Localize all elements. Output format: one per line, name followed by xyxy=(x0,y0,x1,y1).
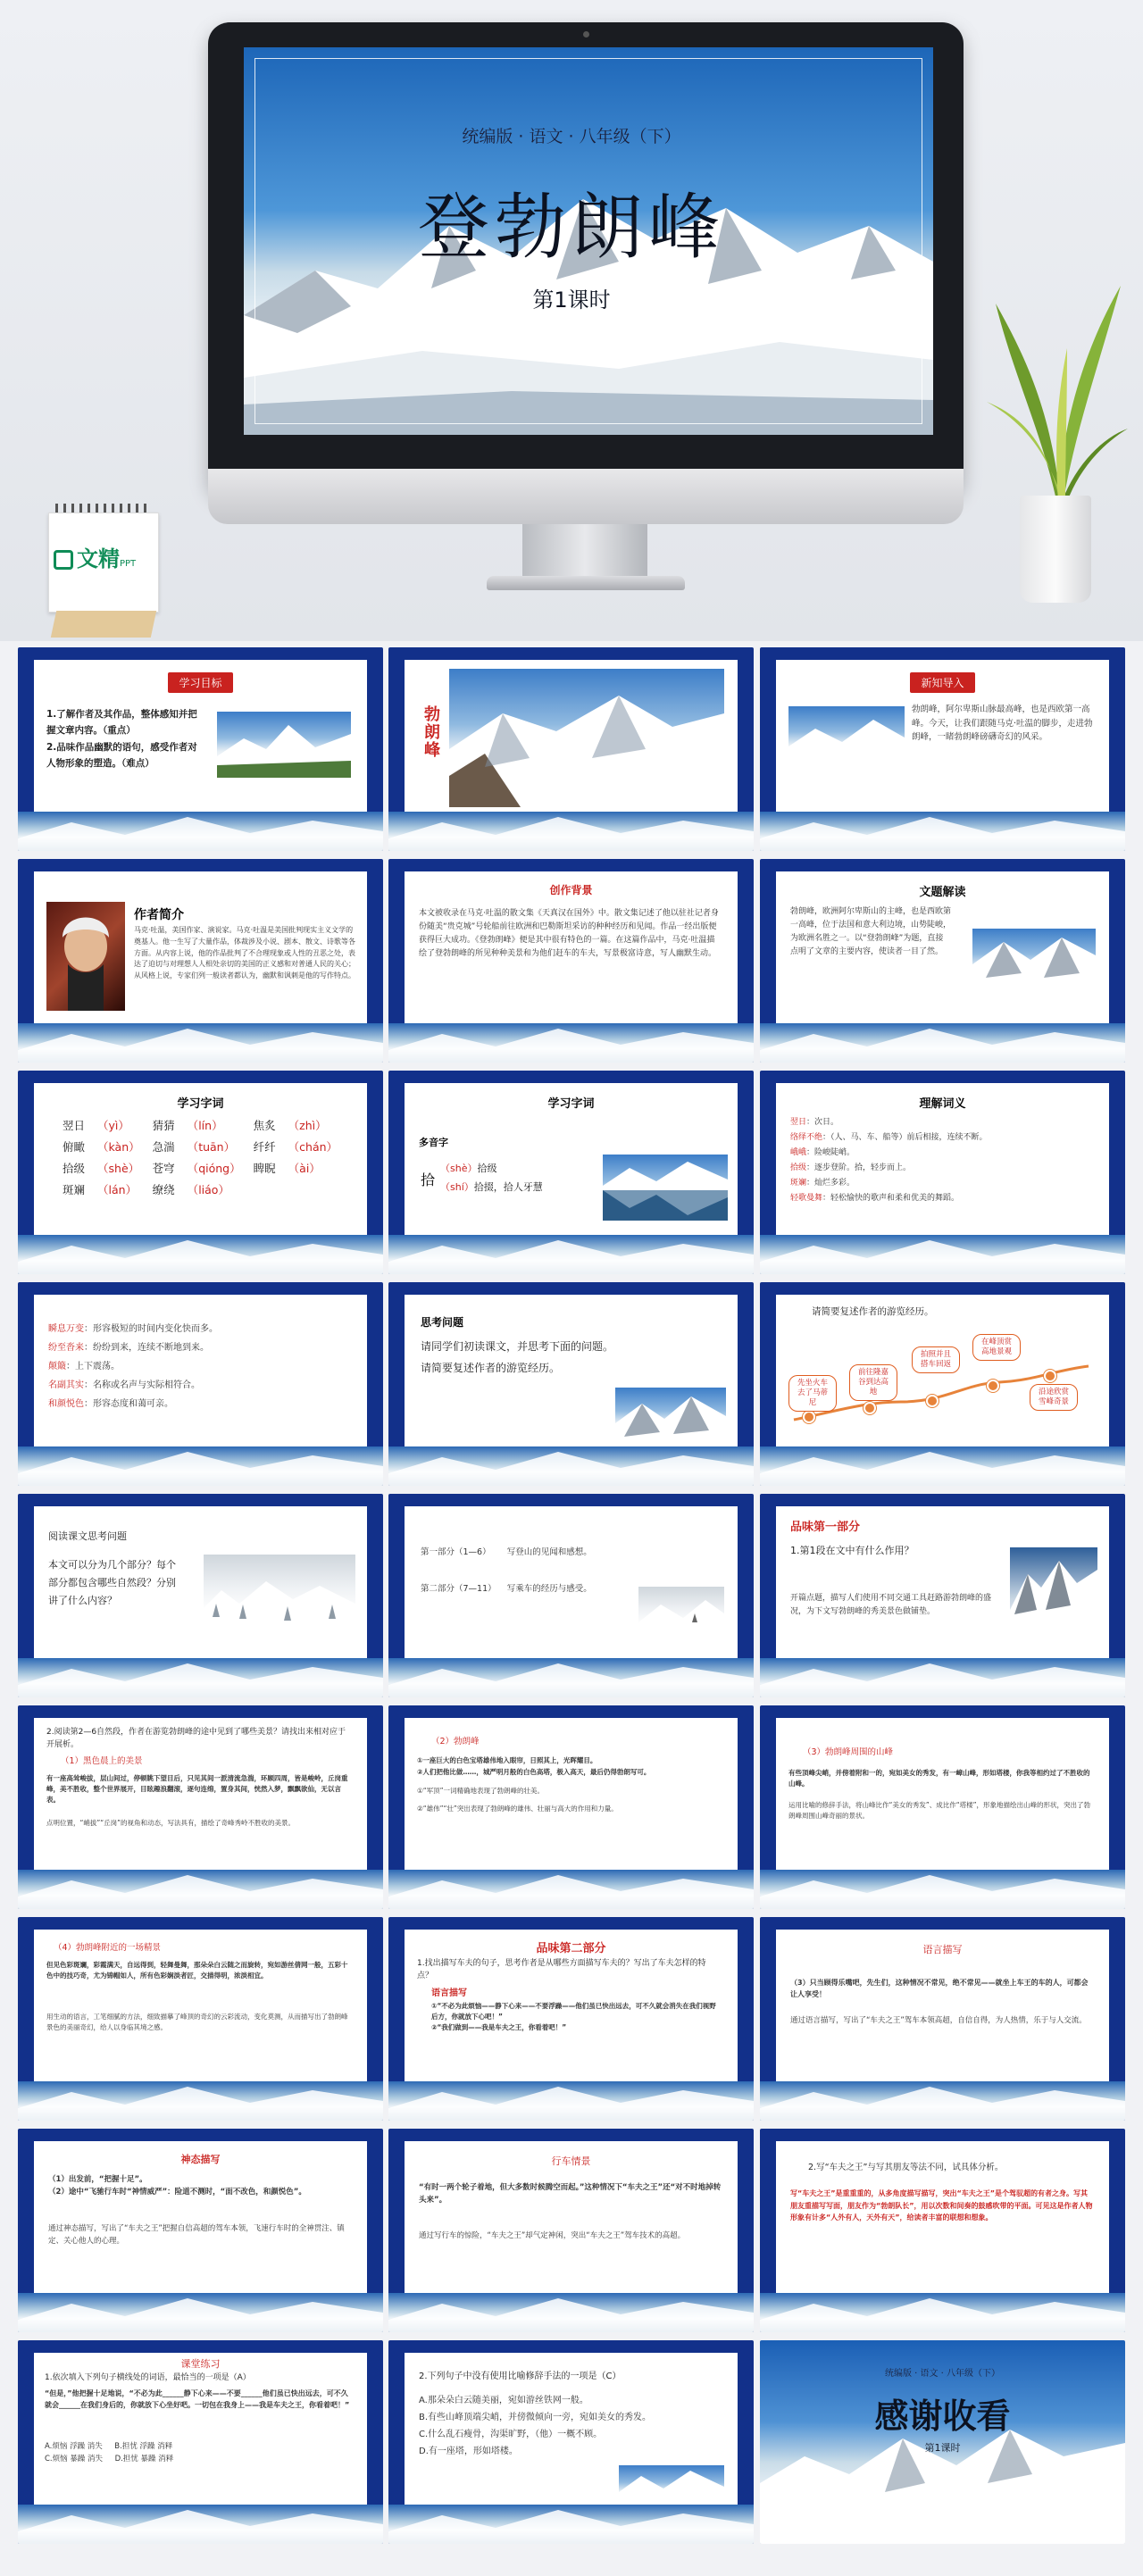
monitor-stand xyxy=(522,524,647,579)
slide-footer-strip xyxy=(388,1658,754,1697)
slide-title: 理解词义 xyxy=(919,1097,966,1111)
slide-footer-strip xyxy=(18,1023,383,1063)
question-text: 2.下列句子中没有使用比喻修辞手法的一项是（C） xyxy=(419,2372,622,2381)
mountain-image xyxy=(788,706,905,771)
slide-footer-strip xyxy=(760,1870,1125,1909)
vertical-title: 勃朗峰 xyxy=(424,705,440,760)
monitor-base xyxy=(487,576,685,590)
slide-heading: 品味第一部分 xyxy=(790,1521,861,1534)
slide-structure[interactable] xyxy=(388,1494,754,1697)
slide-footer-strip xyxy=(760,1658,1125,1697)
slide-compare[interactable] xyxy=(760,2129,1125,2332)
slide-heading: 神态描写 xyxy=(180,2154,221,2165)
slide-driving[interactable] xyxy=(388,2129,754,2332)
quote-text: “但是，”他把握十足地说，“不必为此______静下心来——不要______他们虽已快出远去，可不久就会______在我们身后的，你就放下心坐好吧。一切包在我身上——我是车夫之王，你看着吧！” xyxy=(45,2389,350,2409)
slide-title: 学习字词 xyxy=(547,1097,595,1111)
peak-image xyxy=(1010,1547,1097,1633)
part-row: 第二部分（7—11） 写乘车的经历与感受。 xyxy=(421,1584,592,1595)
route-stop xyxy=(987,1380,999,1392)
mountain-image xyxy=(217,712,351,778)
quote-line: （1）出发前，“把握十足”。 xyxy=(48,2175,147,2184)
slide-thanks[interactable] xyxy=(760,2340,1125,2544)
slide-heading: 课堂练习 xyxy=(180,2358,221,2370)
brand-icon xyxy=(54,550,73,570)
slide-learning-goals[interactable] xyxy=(18,647,383,851)
sub-heading: （1）黑色晨上的美景 xyxy=(61,1756,143,1766)
route-stop xyxy=(1044,1370,1056,1382)
analysis-text: 通过神态描写，写出了“车夫之王”把握自信高超的驾车本领，飞速行车时的全神贯注、镇定、关心他人的心理。 xyxy=(48,2224,345,2246)
polyphone-label: 多音字 xyxy=(419,1137,448,1148)
question-text: 2.写“车夫之王”与写其朋友等法不同，试具体分析。 xyxy=(808,2163,1004,2172)
slide-think-question[interactable] xyxy=(388,1282,754,1486)
slide-intro[interactable] xyxy=(760,647,1125,851)
slide-mont-blanc[interactable] xyxy=(388,647,754,851)
mountain-image xyxy=(972,929,1096,993)
goal-line: 1.了解作者及其作品，整体感知并把握文章内容。（重点） xyxy=(46,709,197,737)
slide-footer-strip xyxy=(388,1870,754,1909)
slide-scenery-4[interactable] xyxy=(18,1917,383,2121)
question-text: 2.阅读第2—6自然段，作者在游览勃朗峰的途中见到了哪些美景？请找出来相对应于开展析。 xyxy=(46,1728,346,1749)
quote-line: ①“不必为此烦恼——静下心来——不要浮躁——他们虽已快出远去，可不久就会消失在我们视野后方，你就放下心吧！” xyxy=(431,2002,716,2021)
pinyin-table: 翌日 （yì） 猜猜 （lín） 焦炙 （zhì） 俯瞰 （kàn） 急湍 （tuān） 纤纤 （chán） 拾级 （shè） 苍穹 （qióng） 睥睨 （ài） 斑斓 （lán） 缭绕 （liáo） xyxy=(63,1119,338,1196)
slide-title: 创作背景 xyxy=(549,884,593,896)
author-portrait xyxy=(46,902,125,1011)
sub-heading: （4）勃朗峰附近的一场精景 xyxy=(54,1943,162,1953)
analysis-line: ①一座巨大的白色宝塔雄伟地入眼帘，日照其上，光晖耀目。 xyxy=(417,1756,597,1764)
question-text: 本文可以分为几个部分？每个部分都包含哪些自然段？分别讲了什么内容？ xyxy=(48,1559,176,1606)
quote-text: 有一座高耸峻拔，层山间过，停顿眺下望目后，只见其间一派清流急湍，环顾四周，皆是峻岭，丘岗重峰，美不胜收，整个世界展开，目眩趣浪翻滚，逐句连绵，置身其间，恍然入梦，飘飘欲仙，无以言表。 xyxy=(46,1774,348,1804)
quote-line: ②“我们做到——我是车夫之王，你看着吧！” xyxy=(431,2023,567,2031)
analysis-line: ②人们把他比做……，城严明月般的白色高塔，极入高天，最后仍得勃朗写可。 xyxy=(417,1767,651,1776)
route-label: 在峰顶赏高地景观 xyxy=(972,1334,1021,1361)
answer-text: 开篇点题，描写人们使用不同交通工具赶路游勃朗峰的盛况，为下文写勃朗峰的秀美景色做铺垫。 xyxy=(790,1594,992,1616)
slide-footer-strip xyxy=(388,1235,754,1274)
slide-footer-strip xyxy=(388,2081,754,2121)
slide-vocab[interactable] xyxy=(18,1071,383,1274)
cover-edition: 统编版 · 语文 · 八年级（下） xyxy=(462,127,681,146)
slide-tag: 学习目标 xyxy=(168,672,232,693)
slide-footer-strip xyxy=(388,2505,754,2544)
quote-text: “有时一两个轮子着地，但大多数时候腾空而起。”这种情况下“车夫之王”还“对不时地掉转头来”。 xyxy=(419,2183,722,2205)
quote-text: 有些顶峰尖峭，并傍着附和一的，宛如美女的秀发，有一嶂山峰，形如塔楼，你我等相约过了不胜收的山峰。 xyxy=(788,1769,1090,1788)
slide-title-explain[interactable] xyxy=(760,859,1125,1063)
cover-showcase xyxy=(0,0,1143,641)
desk-calendar xyxy=(48,504,159,638)
route-stop xyxy=(926,1395,939,1407)
slide-footer-strip xyxy=(18,2505,383,2544)
slide-footer-strip xyxy=(760,1023,1125,1063)
slide-tag: 新知导入 xyxy=(910,672,974,693)
question-line: 请简要复述作者的游览经历。 xyxy=(421,1362,561,1374)
thanks-edition: 统编版 · 语文 · 八年级（下） xyxy=(884,2369,1001,2379)
question-text: 1.找出描写车夫的句子，思考作者是从哪些方面描写车夫的？写出了车夫怎样的特点？ xyxy=(417,1959,706,1980)
slide-footer-strip xyxy=(388,1023,754,1063)
analysis-line: ②“雄伟”“壮”突出表现了勃朗峰的雄伟、壮丽与高大的作用和力量。 xyxy=(417,1805,618,1813)
author-text: 马克·吐温，美国作家、演说家。马克·吐温是美国批判现实主义文学的奠基人。他一生写了大量作品，体裁涉及小说、剧本、散文、诗歌等各方面。从内容上说，他的作品批判了不合理现象或人性的丑恶之处，表达了迫切与对理想人人相处亲切的美国的正义感和对普通人民的关心；从风格上说，专家们列一般读者都认为，幽默和讽刺是他的写作特点。 xyxy=(134,926,355,980)
question-line: 请同学们初读课文，并思考下面的问题。 xyxy=(421,1340,614,1353)
slide-title: 作者简介 xyxy=(134,908,184,922)
slide-footer-strip xyxy=(18,1446,383,1486)
snow-image xyxy=(638,1587,724,1642)
background-text: 本文被收录在马克·吐温的散文集《天真汉在国外》中。散文集记述了他以驻社记者身份随美“贵克城”号轮船前往欧洲和巴勒斯坦采访的种种经历和见闻。作品一经出版便获得巨大成功。《登勃朗峰》便是其中很有特色的一篇。在这篇作品中，马克·吐温描绘了登勃朗峰的所见种种美景和为他们赶车的车夫，写景极富诗意，写人幽默生动。 xyxy=(419,909,719,958)
slide-author[interactable] xyxy=(18,859,383,1063)
sub-heading: （2）勃朗峰 xyxy=(431,1737,480,1747)
slide-footer-strip xyxy=(18,1870,383,1909)
slide-exercise-2[interactable] xyxy=(388,2340,754,2544)
thanks-lesson: 第1课时 xyxy=(924,2442,961,2454)
slide-language[interactable] xyxy=(760,1917,1125,2121)
slide-part-two[interactable] xyxy=(388,1917,754,2121)
route-label: 沿途欣赏雪峰奇景 xyxy=(1030,1384,1078,1411)
slide-title: 学习字词 xyxy=(177,1097,224,1111)
analysis-text: 点明位置，“峭拔”“丘岗”的视角和动态，写法具有，描绘了奇峰秀岭不胜收的美景。 xyxy=(46,1819,296,1827)
quote-text: 但见色彩斑斓，彩霞满天，自远得到，轻舞曼舞，那朵朵白云随之而旋转，宛如游丝倩网一般，五彩十色中的技巧奇，尤为锦帽如人，所有色彩娴淡者匠，交描得明，浓淡相宜。 xyxy=(46,1961,348,1980)
mountain-image xyxy=(449,669,724,807)
slide-route-map[interactable] xyxy=(760,1282,1125,1486)
options: A.烦恼 浮躁 消失 B.担忧 浮躁 消释 C.烦恼 暴躁 消失 D.担忧 暴躁 消释 xyxy=(45,2442,174,2464)
slide-expression[interactable] xyxy=(18,2129,383,2332)
analysis-text: 运用比喻的修辞手法，将山峰比作“美女的秀发”、成比作“塔楼”，形象地描绘出山峰的形状，突出了勃朗峰周围山峰奇丽的景状。 xyxy=(788,1801,1091,1820)
mountain-image xyxy=(615,1388,726,1446)
slide-polyphone[interactable]: 学习字词 多音字 拾 （shè）拾级 （shí）拾掇，拾人牙慧 xyxy=(388,1071,754,1274)
slide-footer-strip xyxy=(760,2081,1125,2121)
lake-mountain-image xyxy=(603,1155,728,1221)
quote-text: （3）只当顾得乐嘴吧，先生们，这种情况不常见，绝不常见——就坐上车王的车的人，可都会让人享受！ xyxy=(790,1979,1089,1998)
slide-heading: 行车情景 xyxy=(551,2155,591,2167)
slide-footer-strip xyxy=(760,1446,1125,1486)
slide-footer-strip xyxy=(18,2081,383,2121)
thanks-title: 感谢收看 xyxy=(874,2397,1011,2436)
polyphone-char: 拾 xyxy=(421,1171,436,1188)
slide-scenery-2[interactable] xyxy=(388,1705,754,1909)
question-text: 1.依次填入下列句子横线处的词语，最恰当的一项是（A） xyxy=(45,2373,251,2382)
slide-background[interactable] xyxy=(388,859,754,1063)
slide-title: 思考问题 xyxy=(421,1316,464,1329)
slide-word-meaning[interactable] xyxy=(760,1071,1125,1274)
sub-heading: （3）勃朗峰周围的山峰 xyxy=(803,1747,894,1757)
slide-title: 请简要复述作者的游览经历。 xyxy=(812,1306,934,1317)
answer-text: 写“车夫之王”是重重重的，从多角度描写描写，突出“车夫之王”是个驾驭超的有者之身。写其朋友重描写写面，朋友作为“勃朗队长”，用以次数和间奏的鼓感吹带的平面。可见这是作者人物形象有计多“人外有人，天外有天”，给读者丰富的联想和想象。 xyxy=(790,2189,1093,2222)
snow-forest-image xyxy=(204,1555,355,1637)
sub-heading: 语言描写 xyxy=(431,1988,467,1998)
cover-title: 登勃朗峰 xyxy=(418,186,725,269)
slide-part-one[interactable] xyxy=(760,1494,1125,1697)
question-text: 1.第1段在文中有什么作用？ xyxy=(790,1545,914,1556)
analysis-line: ①“军顶”一词精确地表现了勃朗峰的壮美。 xyxy=(417,1786,544,1795)
slide-title: 阅读课文思考问题 xyxy=(48,1530,127,1542)
slide-footer-strip xyxy=(388,2293,754,2332)
meaning-list: 翌日：次日。 络绎不绝：（人、马、车、船等）前后相接，连续不断。 峨峨：险峻陡峭。 拾级：逐步登阶。拾，轻步而上。 斑斓：灿烂多彩。 轻歌曼舞：轻松愉快的歌声和柔和优美的舞蹈。 xyxy=(790,1118,988,1204)
slide-footer-strip xyxy=(388,812,754,851)
analysis-text: 通过写行车的惊险，“车夫之王”却气定神闲，突出“车夫之王”驾车技术的高超。 xyxy=(419,2231,686,2240)
analysis-text: 用生动的语言，工笔细腻的方法，细致描摹了峰顶的奇幻的云彩流动，变化莫测，从而描写出了勃朗峰景色的美丽奇幻，给人以身临其境之感。 xyxy=(46,2013,348,2031)
goal-line: 2.品味作品幽默的语句，感受作者对人物形象的塑造。（难点） xyxy=(46,741,197,770)
flower-pot xyxy=(1020,496,1091,603)
slide-heading: 品味第二部分 xyxy=(536,1942,606,1955)
slide-footer-strip xyxy=(388,1446,754,1486)
options: A.那朵朵白云随美丽，宛如游丝铁网一般。 B.有些山峰顶端尖峭，并傍微倾向一旁，宛如美女的秀发。 C.什么乱石瘦骨，沟渠旷野，（他）一概不顾。 D.有一座塔，形如塔楼。 xyxy=(419,2396,652,2456)
slide-heading: 语言描写 xyxy=(922,1944,963,1955)
brand-logo: 文精PPT xyxy=(54,541,136,572)
slide-footer-strip xyxy=(18,1658,383,1697)
route-label: 拍照并且搭车回返 xyxy=(912,1346,960,1373)
slide-word-meaning-2[interactable] xyxy=(18,1282,383,1486)
route-label: 前往隆嘉谷到达高地 xyxy=(849,1364,897,1401)
slide-exercise-1[interactable] xyxy=(18,2340,383,2544)
analysis-text: 通过语言描写，写出了“车夫之王”驾车本领高超，自信自得，为人热情，乐于与人交流。 xyxy=(790,2016,1087,2025)
slide-title: 文题解读 xyxy=(919,886,966,899)
slide-footer-strip xyxy=(760,2293,1125,2332)
part-row: 第一部分（1—6） 写登山的见闻和感想。 xyxy=(421,1547,592,1557)
slide-footer-strip xyxy=(760,1235,1125,1274)
route-label: 先坐火车去了马蒂尼 xyxy=(788,1375,837,1412)
route-stop xyxy=(803,1411,815,1423)
quote-line: （2）途中“飞驰行车时“神情威严”：险道不测时，“面不改色，和颜悦色”。 xyxy=(48,2188,306,2197)
slide-read-question[interactable] xyxy=(18,1494,383,1697)
cover-lesson: 第1课时 xyxy=(532,288,611,313)
explain-text: 勃朗峰，欧洲阿尔卑斯山的主峰，也是西欧第一高峰，位于法国和意大利边境，山势陡峻，为欧洲名胜之一。以“登勃朗峰”为题，直接点明了文章的主要内容，使读者一目了然。 xyxy=(790,907,952,956)
monitor-chin xyxy=(208,469,964,524)
meaning-list: 瞬息万变：形容极短的时间内变化快而多。 纷至沓来：纷纷到来，连续不断地到来。 颠簸：上下震荡。 名副其实：名称或名声与实际相符合。 和颜悦色：形容态度和蔼可亲。 xyxy=(48,1324,218,1409)
intro-text: 勃朗峰，阿尔卑斯山脉最高峰，也是西欧第一高峰。今天，让我们跟随马克·吐温的脚步，走进勃朗峰，一睹勃朗峰磅礴奇幻的风采。 xyxy=(912,704,1093,743)
slide-scenery-1[interactable] xyxy=(18,1705,383,1909)
slide-footer-strip xyxy=(18,2293,383,2332)
slide-footer-strip xyxy=(18,1235,383,1274)
mountain-image xyxy=(619,2465,724,2508)
slide-scenery-3[interactable] xyxy=(760,1705,1125,1909)
slide-footer-strip xyxy=(18,812,383,851)
camera-icon xyxy=(583,31,589,38)
slide-footer-strip xyxy=(760,812,1125,851)
route-stop xyxy=(864,1402,876,1414)
